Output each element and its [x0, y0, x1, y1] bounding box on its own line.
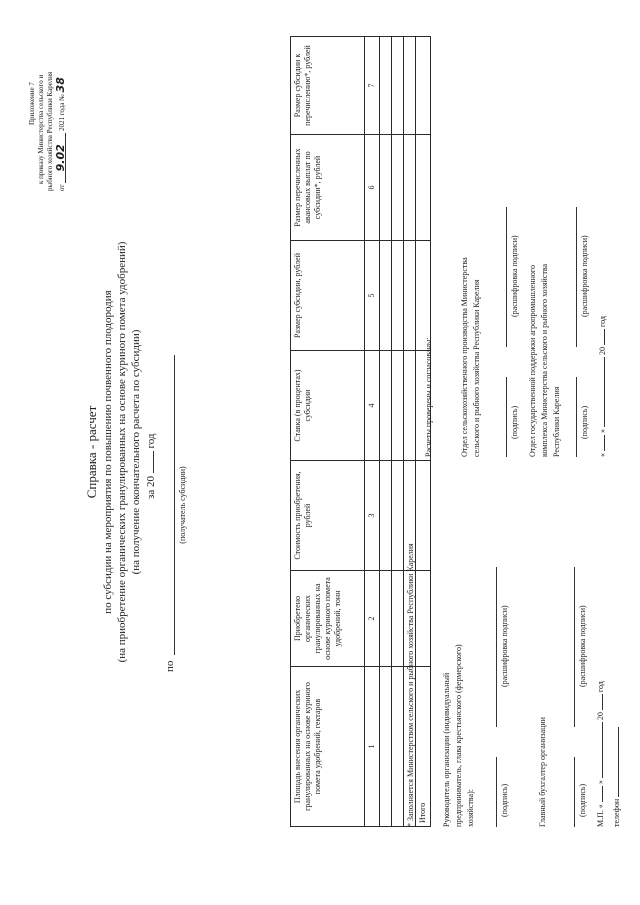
table-row	[392, 37, 404, 827]
year-suffix: год	[596, 681, 605, 693]
header-advance-paid: Размер перечисленных авансовых выплат по субсидии*, рублей	[291, 135, 365, 241]
dept2-line-3: Республики Карелия	[552, 386, 561, 457]
chief-accountant-label: Главный бухгалтер организации	[538, 717, 547, 827]
col-number-5: 5	[365, 241, 380, 351]
approval-quote-close: »	[598, 429, 607, 433]
col-number-4: 4	[365, 351, 380, 461]
checked-label: Расчеты проверены и согласованы:	[424, 337, 433, 457]
stamp-date-line	[596, 681, 606, 827]
table-cell	[380, 461, 392, 571]
table-cell	[404, 241, 416, 351]
head-decode-caption: (расшифровка подписи)	[500, 605, 509, 687]
appendix-line-1: Приложение 7	[28, 82, 36, 125]
table-cell	[380, 241, 392, 351]
table-cell	[380, 351, 392, 461]
approval-quote-open: «	[598, 453, 607, 457]
doc-subtitle-1: по субсидии на мероприятия по повышению почвенного плодородия	[102, 290, 114, 614]
table-cell	[404, 37, 416, 135]
table-cell	[380, 571, 392, 667]
col-number-1: 1	[365, 667, 380, 827]
dept1-line-2: сельского и рыбного хозяйства Республики Карелия	[472, 279, 481, 457]
phone-line	[612, 727, 622, 827]
period-prefix: за 20	[145, 476, 157, 499]
col-number-6: 6	[365, 135, 380, 241]
head-signature-line	[496, 757, 497, 827]
header-purchase-cost: Стоимость приобретения, рублей	[291, 461, 365, 571]
period-line	[145, 433, 158, 499]
table-cell	[380, 37, 392, 135]
dept1-decode-line	[506, 207, 507, 347]
dept1-signature-line	[506, 377, 507, 457]
year-prefix: 20	[596, 712, 605, 721]
appendix-from: от	[58, 184, 66, 191]
table-cell	[380, 667, 392, 827]
approval-year-prefix: 20	[598, 347, 607, 355]
accountant-signature-line	[574, 757, 575, 827]
approval-day-blank	[604, 435, 605, 451]
dept1-line-1: Отдел сельскохозяйственного производства Министерства	[460, 257, 469, 457]
table-number-row	[365, 37, 380, 827]
col-number-7: 7	[365, 37, 380, 135]
head-decode-line	[496, 567, 497, 727]
quote-close: »	[596, 780, 605, 785]
head-signature-caption: (подпись)	[500, 783, 509, 817]
appendix-year-number: 2021 года №	[58, 94, 66, 132]
period-blank	[153, 451, 154, 473]
accountant-decode-line	[574, 567, 575, 727]
header-subsidy-to-transfer: Размер субсидии к перечислению*, рублей	[291, 37, 365, 135]
dept2-decode-line	[576, 207, 577, 347]
appendix-date-handwritten: 9.02	[56, 133, 66, 183]
table-cell	[416, 461, 431, 571]
table-cell	[392, 135, 404, 241]
dept2-signature-line	[576, 377, 577, 457]
day-blank	[602, 786, 603, 802]
head-org-line-2: предприниматель, глава крестьянского (фермерского)	[454, 644, 463, 827]
doc-subtitle-3: (на получение окончательного расчета по субсидии)	[130, 329, 142, 575]
table-cell	[392, 241, 404, 351]
approval-date-line	[598, 316, 608, 457]
table-cell	[392, 351, 404, 461]
doc-subtitle-2: (на приобретение органических гранулированных на основе куриного помета удобрений)	[116, 241, 128, 663]
table-cell	[392, 461, 404, 571]
appendix-line-3: рыбного хозяйства Республики Карелия	[46, 71, 54, 191]
table-cell	[380, 135, 392, 241]
accountant-signature-caption: (подпись)	[578, 783, 587, 817]
dept2-signature-caption: (подпись)	[580, 405, 589, 439]
dept1-signature-caption: (подпись)	[510, 405, 519, 439]
approval-year-blank	[604, 329, 605, 345]
table-cell	[416, 241, 431, 351]
head-org-line-1: Руководитель организации (индивидуальный	[442, 672, 451, 827]
recipient-caption: (получатель субсидии)	[178, 466, 187, 544]
period-suffix: год	[145, 433, 157, 449]
table-cell	[416, 37, 431, 135]
phone-label: телефон	[612, 798, 621, 827]
approval-month-blank	[604, 357, 605, 427]
header-area: Площадь внесения органических гранулированных на основе куриного помета удобрений, гектаров	[291, 667, 365, 827]
rotated-page	[18, 27, 628, 877]
approval-year-suffix: год	[598, 316, 607, 327]
dept2-line-2: комплекса Министерства сельского и рыбного хозяйства	[540, 263, 549, 457]
footnote: * Заполняется Министерством сельского и рыбного хозяйства Республики Карелия	[406, 543, 415, 827]
head-org-line-3: хозяйства):	[466, 789, 475, 827]
header-purchased-tons: Приобретено органических гранулированных на основе куриного помета удобрений, тонн	[291, 571, 365, 667]
table-header-row	[291, 37, 365, 827]
col-number-2: 2	[365, 571, 380, 667]
table-cell	[392, 571, 404, 667]
doc-title: Справка - расчет	[84, 405, 99, 499]
dept1-decode-caption: (расшифровка подписи)	[510, 235, 519, 317]
recipient-line	[174, 355, 175, 655]
header-subsidy-amount: Размер субсидии, рублей	[291, 241, 365, 351]
table-cell	[416, 135, 431, 241]
table-cell	[404, 351, 416, 461]
appendix-date-line	[56, 77, 67, 191]
dept2-decode-caption: (расшифровка подписи)	[580, 235, 589, 317]
table-cell	[392, 37, 404, 135]
appendix-number-handwritten: 38	[54, 77, 67, 93]
table-row	[380, 37, 392, 827]
accountant-decode-caption: (расшифровка подписи)	[578, 605, 587, 687]
dept2-line-1: Отдел государственной поддержки агропромышленного	[528, 265, 537, 457]
appendix-line-2: к приказу Министерства сельского и	[37, 74, 45, 184]
total-label: Итого	[416, 667, 431, 827]
table-cell	[404, 135, 416, 241]
year-blank	[602, 694, 603, 710]
col-number-3: 3	[365, 461, 380, 571]
month-blank	[602, 722, 603, 778]
stamp-mp: М.П. «	[596, 804, 605, 827]
phone-blank	[618, 727, 619, 797]
table-cell	[392, 667, 404, 827]
recipient-po: по	[164, 660, 176, 672]
header-rate: Ставка (в процентах) субсидии	[291, 351, 365, 461]
table-cell	[416, 571, 431, 667]
